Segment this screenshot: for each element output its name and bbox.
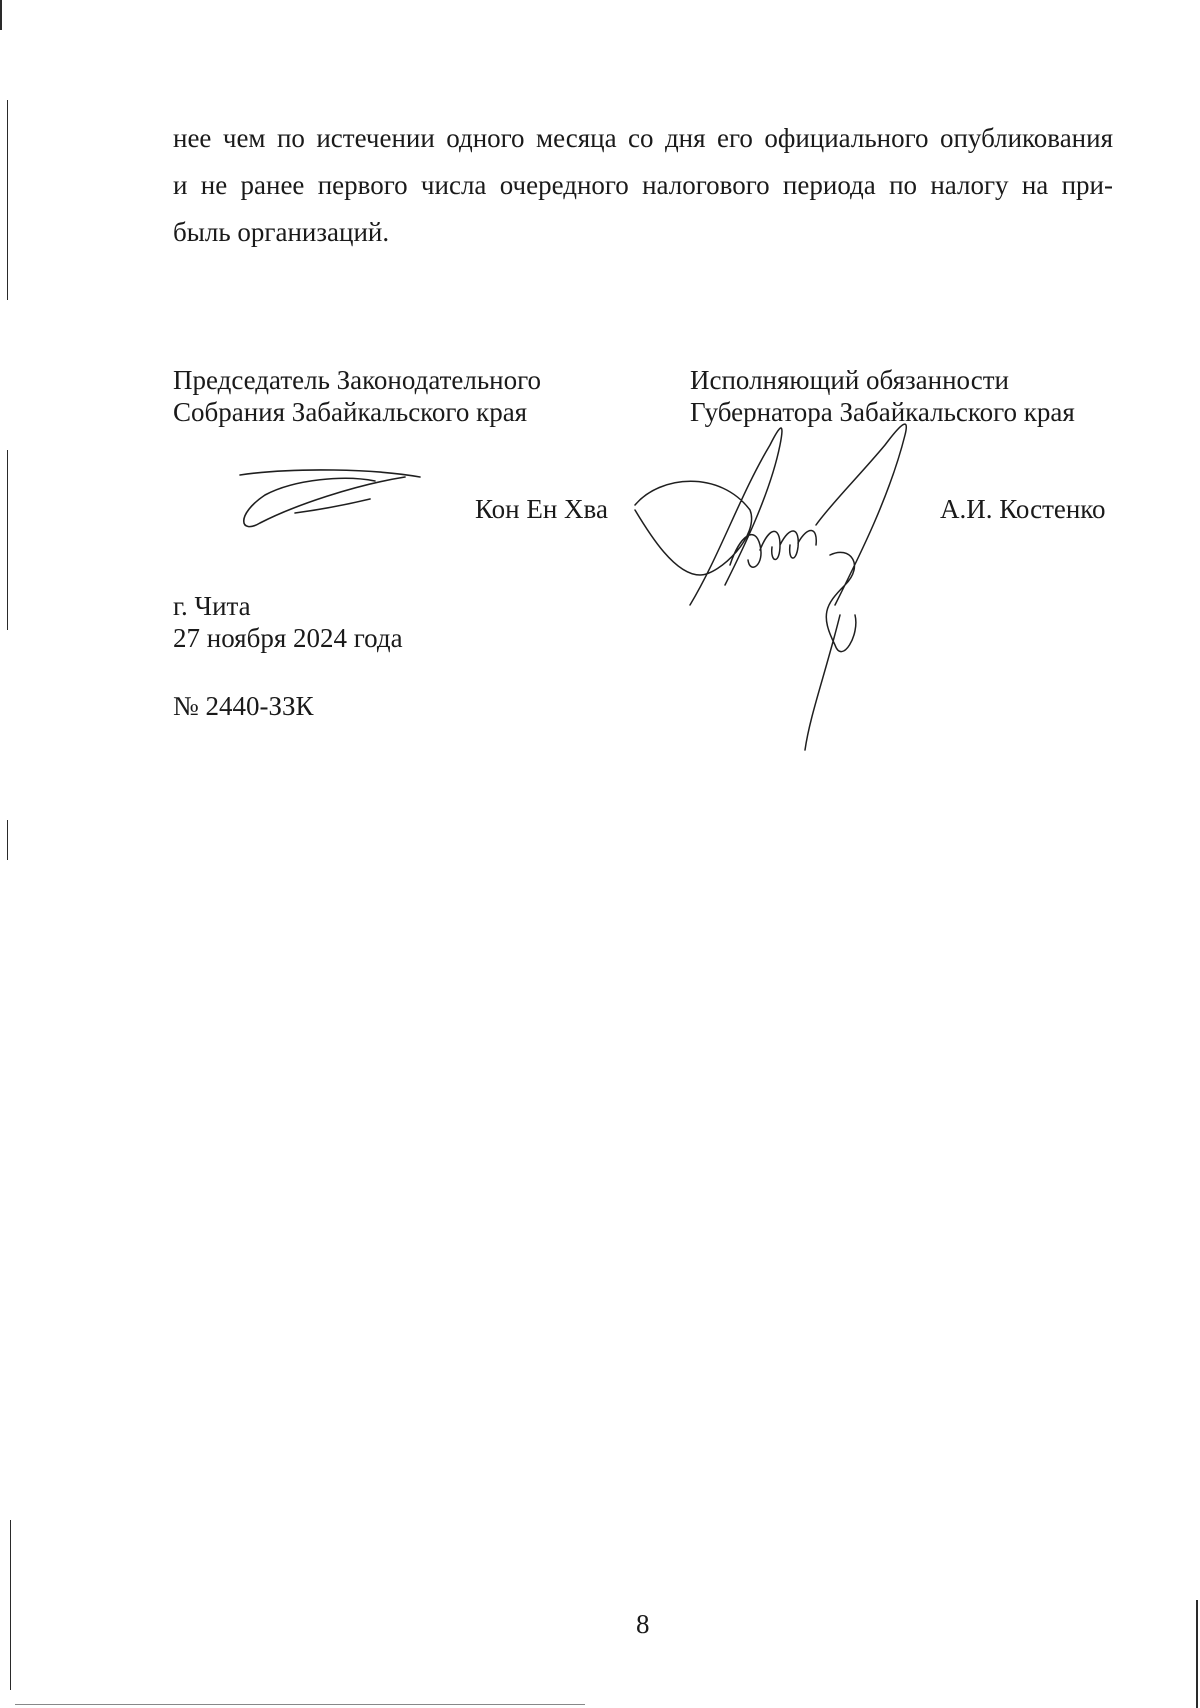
scan-edge-mark	[0, 0, 2, 30]
scan-edge-mark	[7, 450, 8, 630]
left-title-line: Председатель Законодательного	[173, 365, 542, 395]
left-signatory-name: Кон Ен Хва	[475, 494, 608, 524]
right-title-line: Исполняющий обязанности	[690, 365, 1009, 395]
scan-edge-mark	[10, 1520, 11, 1690]
page-number: 8	[636, 1609, 650, 1639]
body-paragraph	[173, 115, 1113, 256]
document-number: № 2440-ЗЗК	[173, 691, 314, 721]
scan-edge-mark	[15, 1704, 585, 1705]
scan-edge-mark	[1196, 1600, 1198, 1708]
date: 27 ноября 2024 года	[173, 623, 403, 653]
right-signatory-name: А.И. Костенко	[940, 494, 1106, 524]
body-line: и не ранее первого числа очередного налогового периода по налогу на при-	[173, 170, 1113, 200]
left-signatory-title	[173, 364, 541, 428]
right-title-line: Губернатора Забайкальского края	[690, 397, 1075, 427]
place-and-date	[173, 590, 403, 654]
body-line: нее чем по истечении одного месяца со дня его официального опубликования	[173, 123, 1113, 153]
right-handwritten-signature	[630, 415, 990, 755]
scan-edge-mark	[7, 820, 8, 860]
body-line: быль организаций.	[173, 217, 390, 247]
left-title-line: Собрания Забайкальского края	[173, 397, 528, 427]
city: г. Чита	[173, 591, 251, 621]
left-handwritten-signature	[235, 465, 425, 545]
scan-edge-mark	[7, 100, 8, 300]
